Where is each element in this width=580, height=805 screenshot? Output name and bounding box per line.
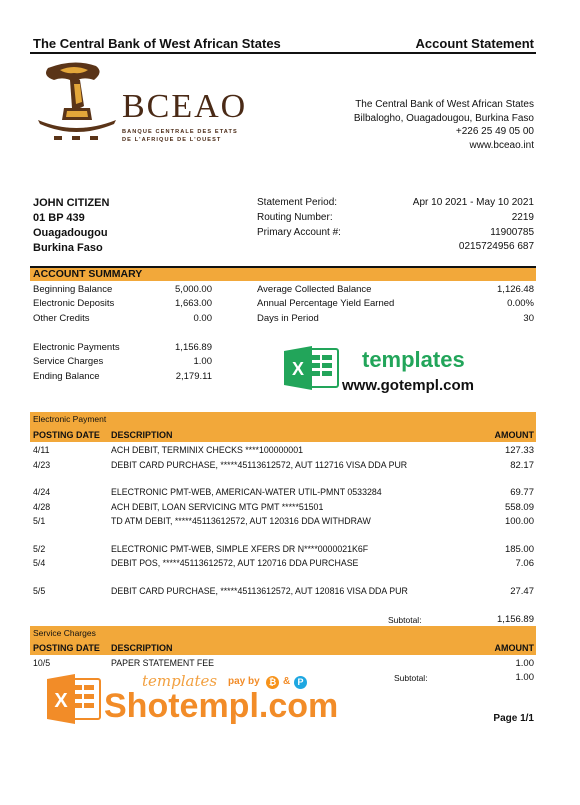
service-charges-title: Service Charges — [33, 628, 96, 638]
row-date: 4/11 — [33, 445, 50, 455]
svg-text:X: X — [54, 690, 68, 712]
paypal-icon: P — [294, 676, 307, 689]
summary-value: 1.00 — [193, 356, 212, 367]
primary-account-label: Primary Account #: — [257, 227, 341, 238]
header-rule — [30, 52, 536, 54]
row-amount: 558.09 — [504, 502, 534, 513]
row-date: 5/2 — [33, 544, 46, 554]
summary-value: 1,156.89 — [175, 342, 212, 353]
summary-label: Electronic Payments — [33, 342, 120, 353]
summary-value: 5,000.00 — [175, 284, 212, 295]
electronic-subtotal-value: 1,156.89 — [497, 614, 534, 625]
watermark-shotempl[interactable]: Shotempl.com — [104, 687, 339, 725]
customer-name: JOHN CITIZEN — [33, 197, 110, 209]
row-date: 5/5 — [33, 586, 46, 596]
pay-by-amp: & — [283, 676, 291, 687]
excel-icon — [282, 345, 340, 391]
statement-period-value: Apr 10 2021 - May 10 2021 — [412, 197, 534, 208]
brand-subtitle-line2: DE L'AFRIQUE DE L'OUEST — [122, 137, 222, 143]
account-number-full: 0215724956 687 — [458, 241, 534, 252]
customer-country: Burkina Faso — [33, 242, 103, 254]
brand-name: BCEAO — [122, 88, 248, 125]
statement-period-label: Statement Period: — [257, 197, 338, 208]
summary-label: Annual Percentage Yield Earned — [257, 298, 395, 309]
row-amount: 185.00 — [504, 544, 534, 555]
service-subtotal-label: Subtotal: — [394, 673, 428, 683]
row-date: 4/24 — [33, 487, 51, 497]
watermark-templates-script: templates — [142, 672, 218, 690]
row-amount: 82.17 — [510, 460, 534, 471]
summary-label: Electronic Deposits — [33, 298, 115, 309]
summary-value: 0.00% — [507, 298, 534, 309]
summary-label: Ending Balance — [33, 371, 100, 382]
row-description: DEBIT CARD PURCHASE, *****45113612572, AUT 112716 VISA DDA PUR — [111, 460, 408, 470]
svg-text:X: X — [291, 359, 305, 379]
summary-label: Average Collected Balance — [257, 284, 372, 295]
row-date: 4/28 — [33, 502, 51, 512]
row-amount: 100.00 — [504, 516, 534, 527]
bank-address — [354, 98, 534, 152]
bceao-emblem-icon — [34, 58, 118, 148]
service-subtotal-value: 1.00 — [515, 672, 534, 683]
watermark-url[interactable]: www.gotempl.com — [342, 377, 474, 394]
header-doc-title: Account Statement — [415, 36, 534, 51]
customer-address: 01 BP 439 — [33, 212, 85, 224]
col-posting-date: POSTING DATE — [33, 430, 100, 440]
bank-phone: +226 25 49 05 00 — [455, 126, 534, 137]
row-description: DEBIT CARD PURCHASE, *****45113612572, AUT 120816 VISA DDA PUR — [111, 586, 408, 596]
routing-number-label: Routing Number: — [257, 212, 333, 223]
page-number: Page 1/1 — [493, 713, 534, 724]
row-description: PAPER STATEMENT FEE — [111, 658, 214, 668]
col-posting-date: POSTING DATE — [33, 643, 100, 653]
row-date: 10/5 — [33, 658, 51, 668]
row-description: ELECTRONIC PMT-WEB, SIMPLE XFERS DR N****0000021K6F — [111, 544, 369, 554]
brand-subtitle — [122, 128, 238, 144]
row-description: ACH DEBIT, TERMINIX CHECKS ****100000001 — [111, 445, 303, 455]
customer-city: Ouagadougou — [33, 227, 108, 239]
service-charges-bar — [30, 626, 536, 655]
row-description: ELECTRONIC PMT-WEB, AMERICAN-WATER UTIL-PMNT 0533284 — [111, 487, 382, 497]
col-amount: AMOUNT — [494, 643, 534, 653]
row-date: 5/4 — [33, 558, 46, 568]
row-amount: 127.33 — [504, 445, 534, 456]
summary-label: Days in Period — [257, 313, 319, 324]
primary-account-value: 11900785 — [490, 227, 534, 238]
electronic-payment-title: Electronic Payment — [33, 414, 107, 424]
row-amount: 7.06 — [515, 558, 534, 569]
watermark-templates-text: templates — [362, 347, 465, 372]
summary-label: Service Charges — [33, 356, 104, 367]
col-description: DESCRIPTION — [111, 643, 173, 653]
col-description: DESCRIPTION — [111, 430, 173, 440]
customer-block — [33, 196, 109, 256]
row-description: TD ATM DEBIT, *****45113612572, AUT 120316 DDA WITHDRAW — [111, 516, 371, 526]
bank-website: www.bceao.int — [469, 139, 534, 151]
row-description: ACH DEBIT, LOAN SERVICING MTG PMT *****51501 — [111, 502, 324, 512]
row-date: 4/23 — [33, 460, 51, 470]
row-amount: 27.47 — [510, 586, 534, 597]
summary-value: 30 — [523, 313, 534, 324]
account-summary-title: ACCOUNT SUMMARY — [33, 268, 143, 280]
brand-subtitle-line1: BANQUE CENTRALE DES ETATS — [122, 129, 238, 135]
summary-value: 2,179.11 — [175, 371, 212, 382]
summary-label: Other Credits — [33, 313, 90, 324]
summary-value: 1,126.48 — [497, 284, 534, 295]
excel-orange-icon — [46, 673, 102, 725]
row-amount: 1.00 — [515, 658, 534, 669]
row-description: DEBIT POS, *****45113612572, AUT 120716 DDA PURCHASE — [111, 558, 359, 568]
header-bank-name: The Central Bank of West African States — [33, 36, 281, 51]
row-date: 5/1 — [33, 516, 46, 526]
electronic-subtotal-label: Subtotal: — [388, 615, 422, 625]
summary-label: Beginning Balance — [33, 284, 113, 295]
bank-address-line2: Bilbalogho, Ouagadougou, Burkina Faso — [353, 112, 534, 124]
pay-by-text: pay by — [228, 676, 260, 687]
summary-value: 0.00 — [193, 313, 212, 324]
col-amount: AMOUNT — [494, 430, 534, 440]
row-amount: 69.77 — [510, 487, 534, 498]
summary-value: 1,663.00 — [175, 298, 212, 309]
bitcoin-icon: ₿ — [266, 676, 279, 689]
bank-address-line1: The Central Bank of West African States — [355, 99, 534, 110]
routing-number-value: 2219 — [511, 212, 534, 223]
